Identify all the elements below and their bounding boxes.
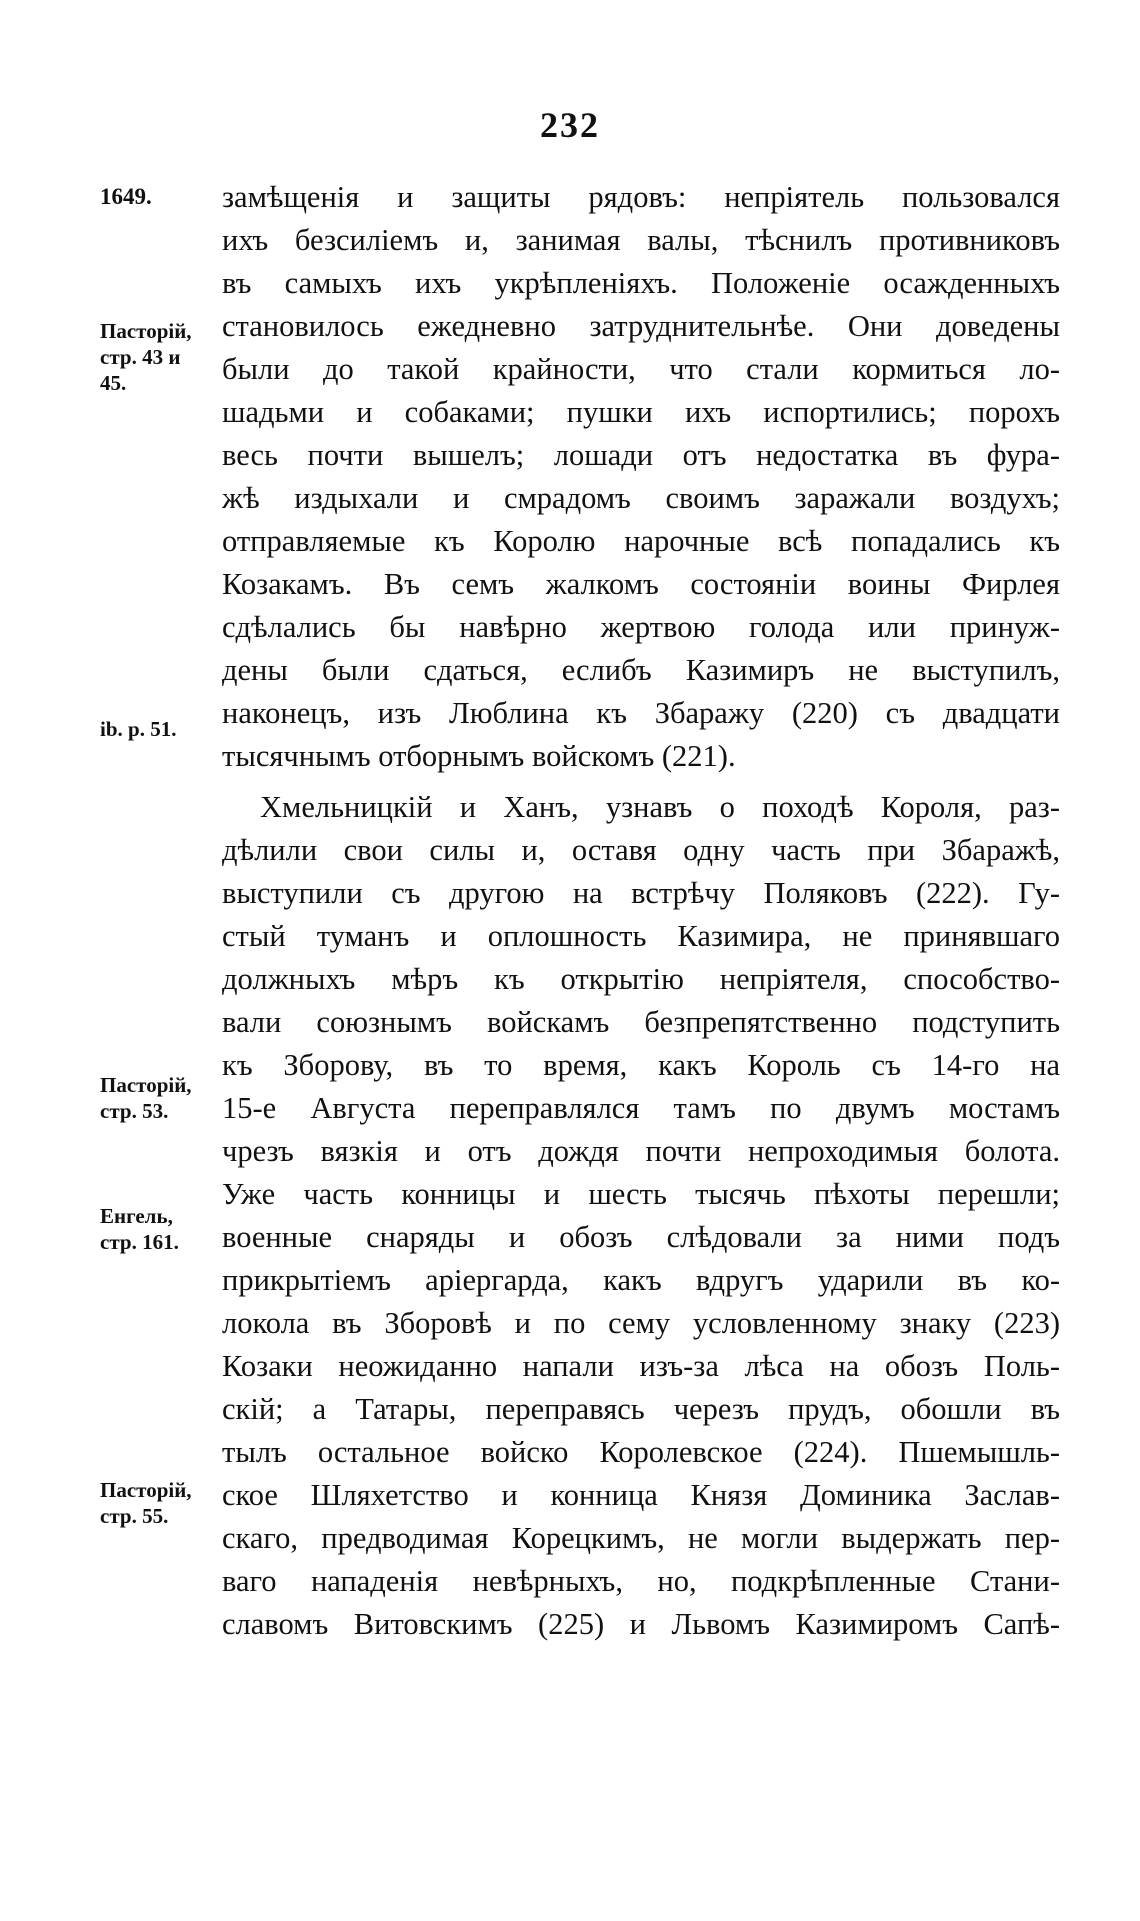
margin-note-pastoriy-43: Пасторій, стр. 43 и 45. (100, 319, 192, 395)
text-line: ское Шляхетство и конница Князя Доминика Заслав- (222, 1478, 1060, 1512)
text-line: Хмельницкій и Ханъ, узнавъ о походѣ Короля, раз- (260, 790, 1060, 824)
text-line: были до такой крайности, что стали кормиться ло- (222, 352, 1060, 386)
text-line: стый туманъ и оплошность Казимира, не принявшаго (222, 919, 1060, 953)
text-line: Козакамъ. Въ семъ жалкомъ состояніи воины Фирлея (222, 567, 1060, 601)
text-line: выступили съ другою на встрѣчу Поляковъ (222). Гу- (222, 876, 1060, 910)
paragraph-2 (222, 786, 1060, 1646)
text-line: дѣлили свои силы и, оставя одну часть при Збаражѣ, (222, 833, 1060, 867)
margin-note-pastoriy-55: Пасторій, стр. 55. (100, 1478, 192, 1528)
text-line: ваго нападенія невѣрныхъ, но, подкрѣпленные Стани- (222, 1564, 1060, 1598)
text-line: Уже часть конницы и шесть тысячь пѣхоты перешли; (222, 1177, 1060, 1211)
text-line: 15-е Августа переправлялся тамъ по двумъ мостамъ (222, 1091, 1060, 1125)
margin-note-pastoriy-53: Пасторій, стр. 53. (100, 1073, 192, 1123)
text-line: вали союзнымъ войскамъ безпрепятственно подступить (222, 1005, 1060, 1039)
text-line: сдѣлались бы навѣрно жертвою голода или принуж- (222, 610, 1060, 644)
text-line: Козаки неожиданно напали изъ-за лѣса на обозъ Поль- (222, 1349, 1060, 1383)
text-line: скаго, предводимая Корецкимъ, не могли выдержать пер- (222, 1521, 1060, 1555)
margin-note-engel: Енгель, стр. 161. (100, 1204, 179, 1254)
text-line: тылъ остальное войско Королевское (224). Пшемышль- (222, 1435, 1060, 1469)
text-line: замѣщенія и защиты рядовъ: непріятель пользовался (222, 180, 1060, 214)
text-line: становилось ежедневно затруднительнѣе. Они доведены (222, 309, 1060, 343)
paragraph-1 (222, 176, 1060, 778)
text-line: ихъ безсиліемъ и, занимая валы, тѣснилъ противниковъ (222, 223, 1060, 257)
text-line: чрезъ вязкія и отъ дождя почти непроходимыя болота. (222, 1134, 1060, 1168)
text-line: тысячнымъ отборнымъ войскомъ (221). (222, 739, 736, 773)
margin-note-ib: ib. p. 51. (100, 717, 177, 741)
text-line: военные снаряды и обозъ слѣдовали за ними подъ (222, 1220, 1060, 1254)
text-line: локола въ Зборовѣ и по сему условленному знаку (223) (222, 1306, 1060, 1340)
text-line: прикрытіемъ аріергарда, какъ вдругъ ударили въ ко- (222, 1263, 1060, 1297)
text-line: къ Зборову, въ то время, какъ Король съ 14-го на (222, 1048, 1060, 1082)
body-text (222, 176, 1060, 1646)
text-line: славомъ Витовскимъ (225) и Львомъ Казимиромъ Сапѣ- (222, 1607, 1060, 1641)
text-line: дены были сдаться, еслибъ Казимиръ не выступилъ, (222, 653, 1060, 687)
text-line: шадьми и собаками; пушки ихъ испортились; порохъ (222, 395, 1060, 429)
page-number: 232 (540, 105, 600, 145)
text-line: весь почти вышелъ; лошади отъ недостатка въ фура- (222, 438, 1060, 472)
text-line: наконецъ, изъ Люблина къ Збаражу (220) съ двадцати (222, 696, 1060, 730)
text-line: отправляемые къ Королю нарочные всѣ попадались къ (222, 524, 1060, 558)
text-line: въ самыхъ ихъ укрѣпленіяхъ. Положеніе осажденныхъ (222, 266, 1060, 300)
text-line: должныхъ мѣръ къ открытію непріятеля, способство- (222, 962, 1060, 996)
margin-note-year: 1649. (100, 184, 152, 209)
paragraph-gap (222, 778, 1060, 786)
text-line: жѣ издыхали и смрадомъ своимъ заражали воздухъ; (222, 481, 1060, 515)
text-line: скій; а Татары, переправясь черезъ прудъ, обошли въ (222, 1392, 1060, 1426)
